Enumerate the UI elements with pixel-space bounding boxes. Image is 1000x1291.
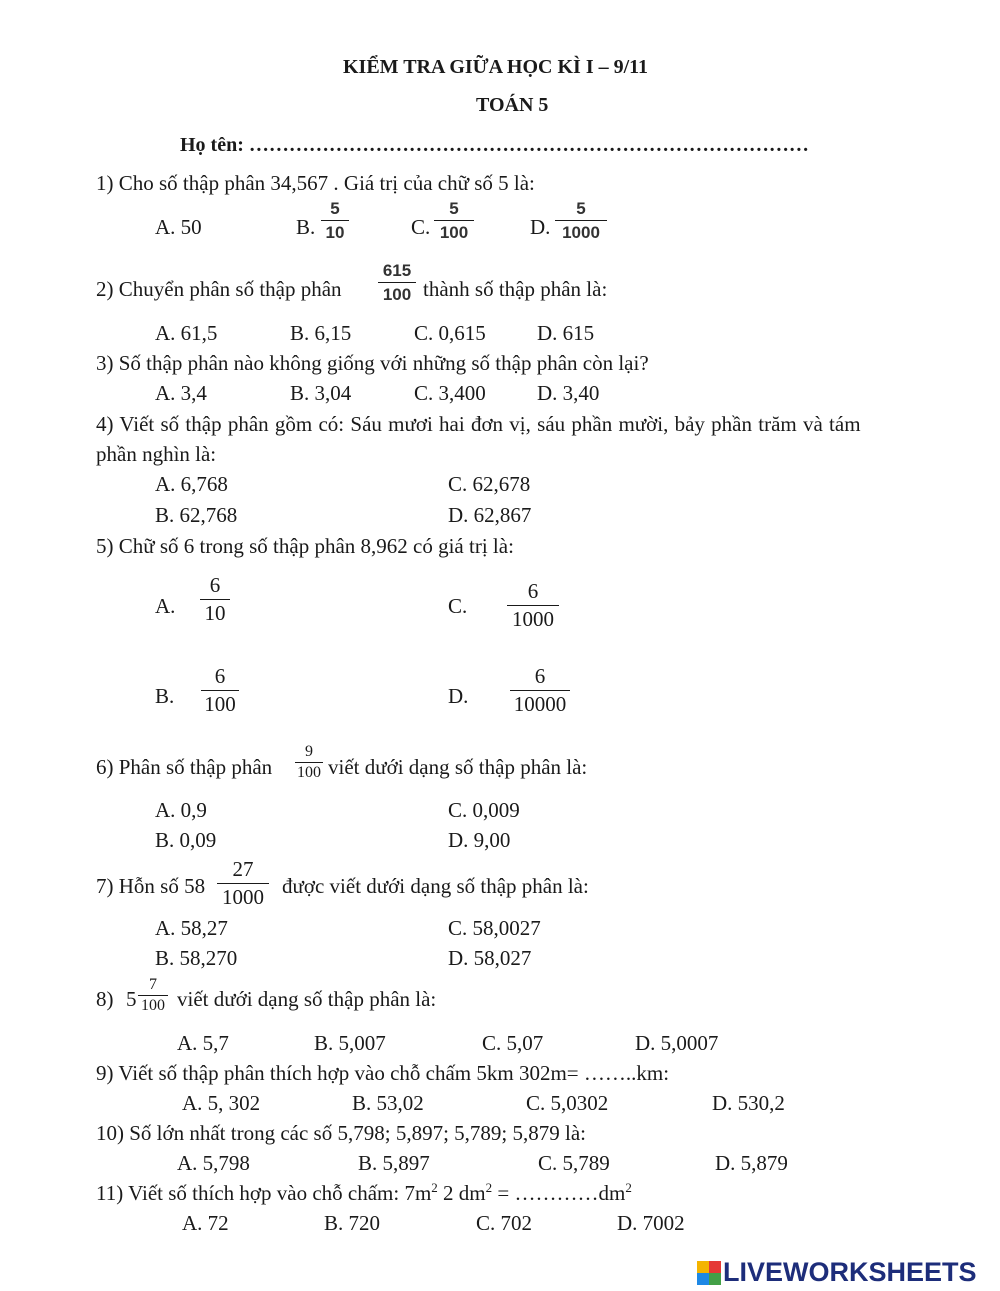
q1-option-d-fraction: [555, 200, 607, 241]
q2-fraction: [378, 262, 416, 303]
question-7-text-after: được viết dưới dạng số thập phân là:: [282, 874, 589, 898]
question-8-text-after: viết dưới dạng số thập phân là:: [177, 987, 437, 1011]
q2-option-b: B. 6,15: [290, 321, 352, 345]
fraction-numerator: 5: [449, 199, 459, 218]
q7-option-b: B. 58,270: [155, 946, 238, 970]
q2-option-a: A. 61,5: [155, 321, 218, 345]
q10-option-a: A. 5,798: [177, 1151, 250, 1175]
fraction-denominator: 10: [204, 601, 226, 625]
q6-option-d: D. 9,00: [448, 828, 511, 852]
q4-option-d: D. 62,867: [448, 503, 532, 527]
q5-option-c-label: C.: [448, 594, 468, 618]
q8-option-c: C. 5,07: [482, 1031, 544, 1055]
fraction-denominator: 1000: [222, 885, 264, 909]
brand-name: LIVEWORKSHEETS: [723, 1257, 977, 1287]
q10-option-c: C. 5,789: [538, 1151, 610, 1175]
q2-option-c: C. 0,615: [414, 321, 486, 345]
fraction-denominator: 1000: [562, 223, 600, 242]
q7-option-d: D. 58,027: [448, 946, 532, 970]
question-2-text-after: thành số thập phân là:: [423, 277, 608, 301]
q6-option-a: A. 0,9: [155, 798, 207, 822]
q3-option-c: C. 3,400: [414, 381, 486, 405]
fraction-numerator: 5: [576, 199, 586, 218]
fraction-denominator: 10: [325, 223, 345, 242]
q7-option-c: C. 58,0027: [448, 916, 541, 940]
q7-option-a: A. 58,27: [155, 916, 228, 940]
question-1-text: 1) Cho số thập phân 34,567 . Giá trị của chữ số 5 là:: [96, 171, 535, 195]
q9-option-c: C. 5,0302: [526, 1091, 609, 1115]
q3-option-d: D. 3,40: [537, 381, 600, 405]
question-6-text-after: viết dưới dạng số thập phân là:: [328, 755, 588, 779]
fraction-denominator: 10000: [513, 692, 567, 716]
question-10-text: 10) Số lớn nhất trong các số 5,798; 5,897; 5,789; 5,879 là:: [96, 1121, 586, 1145]
q9-option-b: B. 53,02: [352, 1091, 424, 1115]
q5-option-a-label: A.: [155, 594, 176, 618]
question-5-text: 5) Chữ số 6 trong số thập phân 8,962 có giá trị là:: [96, 534, 514, 558]
q10-option-d: D. 5,879: [715, 1151, 788, 1175]
question-3-text: 3) Số thập phân nào không giống với những số thập phân còn lại?: [96, 351, 649, 375]
q8-whole-number: 5: [126, 987, 137, 1011]
question-4-text-line2: phần nghìn là:: [96, 442, 217, 466]
fraction-denominator: 100: [204, 692, 236, 716]
q7-fraction: [217, 859, 269, 908]
question-2-text: 2) Chuyển phân số thập phân: [96, 277, 342, 301]
logo-cube-icon: [697, 1261, 721, 1285]
q5-option-a-fraction: [200, 575, 230, 624]
fraction-numerator: 27: [232, 857, 254, 881]
q5-option-d-label: D.: [448, 684, 469, 708]
q11-option-c: C. 702: [476, 1211, 533, 1235]
question-7-text: 7) Hỗn số 58: [96, 874, 206, 898]
q11-option-a: A. 72: [182, 1211, 229, 1235]
question-4-text: 4) Viết số thập phân gồm có: Sáu mươi hai đơn vị, sáu phần mười, bảy phần trăm và tám: [96, 412, 861, 436]
liveworksheets-logo: [697, 1257, 977, 1288]
q1-option-d-label: D.: [530, 215, 551, 239]
fraction-numerator: 6: [214, 664, 226, 688]
q6-option-b: B. 0,09: [155, 828, 217, 852]
q5-option-b-label: B.: [155, 684, 175, 708]
fraction-numerator: 615: [382, 261, 412, 280]
q10-option-b: B. 5,897: [358, 1151, 430, 1175]
fraction-numerator: 6: [209, 573, 221, 597]
q5-option-d-fraction: [510, 666, 570, 715]
page-title: KIỂM TRA GIỮA HỌC KÌ I – 9/11: [343, 56, 649, 78]
q1-option-c-label: C.: [411, 215, 431, 239]
question-9-text: 9) Viết số thập phân thích hợp vào chỗ chấm 5km 302m= ……..km:: [96, 1061, 670, 1085]
q3-option-a: A. 3,4: [155, 381, 207, 405]
q2-option-d: D. 615: [537, 321, 595, 345]
subject-title: TOÁN 5: [476, 94, 549, 116]
q1-option-c-fraction: [434, 200, 474, 241]
fraction-numerator: 9: [305, 743, 313, 760]
q4-option-c: C. 62,678: [448, 472, 531, 496]
q1-option-b-label: B.: [296, 215, 316, 239]
q4-option-a: A. 6,768: [155, 472, 228, 496]
q8-option-a: A. 5,7: [177, 1031, 229, 1055]
fraction-numerator: 7: [149, 976, 157, 993]
question-8-number: 8): [96, 987, 114, 1011]
q1-option-a: A. 50: [155, 215, 202, 239]
q9-option-a: A. 5, 302: [182, 1091, 261, 1115]
fraction-denominator: 1000: [512, 607, 554, 631]
fraction-numerator: 6: [534, 664, 546, 688]
q8-fraction: [138, 977, 168, 1014]
q5-option-c-fraction: [507, 581, 559, 630]
q4-option-b: B. 62,768: [155, 503, 238, 527]
q3-option-b: B. 3,04: [290, 381, 352, 405]
q6-option-c: C. 0,009: [448, 798, 520, 822]
q8-option-d: D. 5,0007: [635, 1031, 719, 1055]
fraction-numerator: 5: [330, 199, 340, 218]
fraction-denominator: 100: [297, 764, 321, 781]
question-6-text: 6) Phân số thập phân: [96, 755, 273, 779]
q11-option-b: B. 720: [324, 1211, 381, 1235]
q1-option-b-fraction: [321, 200, 349, 241]
question-11-text: 11) Viết số thích hợp vào chỗ chấm: $7m^2$ 2 $dm^2$ = $\dots\dots\dots\dots dm^2$: [96, 1180, 632, 1205]
fraction-denominator: 100: [382, 285, 412, 304]
q6-fraction: [295, 744, 323, 781]
fraction-denominator: 100: [439, 223, 469, 242]
q8-option-b: B. 5,007: [314, 1031, 386, 1055]
q5-option-b-fraction: [201, 666, 239, 715]
name-field: Họ tên: …………………………………………………………………………: [180, 134, 809, 156]
q11-option-d: D. 7002: [617, 1211, 685, 1235]
fraction-denominator: 100: [141, 997, 165, 1014]
q9-option-d: D. 530,2: [712, 1091, 785, 1115]
fraction-numerator: 6: [527, 579, 539, 603]
